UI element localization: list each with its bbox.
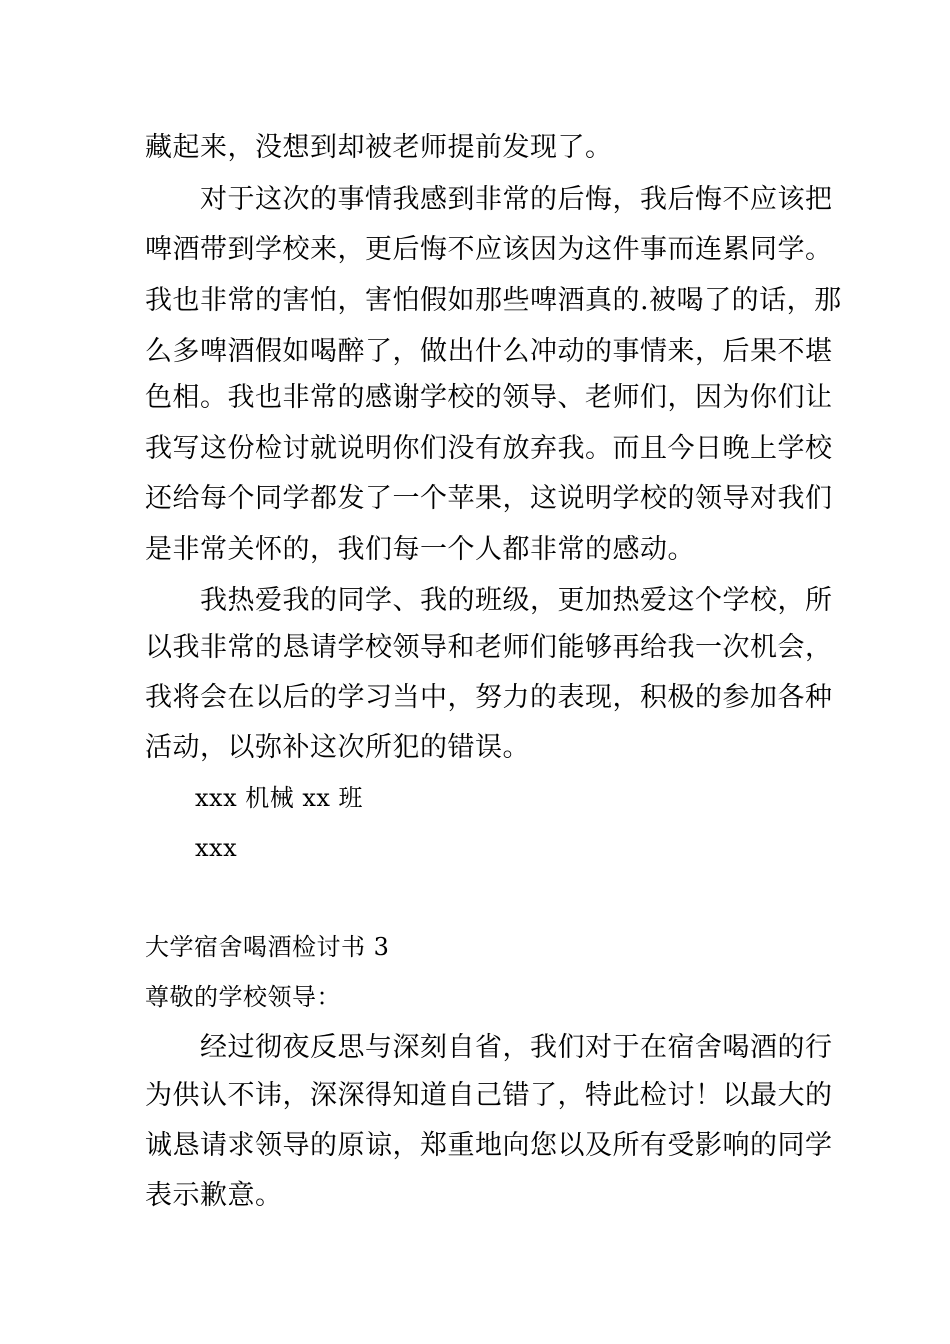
paragraph-line: 我将会在以后的学习当中，努力的表现，积极的参加各种 [145, 682, 833, 713]
paragraph-line: 经过彻夜反思与深刻自省，我们对于在宿舍喝酒的行 [200, 1032, 833, 1063]
paragraph-line: 对于这次的事情我感到非常的后悔，我后悔不应该把 [200, 184, 833, 215]
signature-name: xxx [195, 834, 238, 862]
paragraph-line: 诚恳请求领导的原谅，郑重地向您以及所有受影响的同学 [145, 1130, 833, 1161]
paragraph-line: 啤酒带到学校来，更后悔不应该因为这件事而连累同学。 [145, 234, 833, 265]
paragraph-line: 活动，以弥补这次所犯的错误。 [145, 732, 530, 763]
salutation: 尊敬的学校领导： [145, 983, 341, 1011]
paragraph-line: 我也非常的害怕，害怕假如那些啤酒真的.被喝了的话，那 [145, 285, 842, 316]
section-title: 大学宿舍喝酒检讨书 3 [145, 933, 390, 961]
paragraph-line: 表示歉意。 [145, 1180, 283, 1211]
paragraph-line: 我热爱我的同学、我的班级，更加热爱这个学校，所 [200, 585, 833, 616]
paragraph-line: 还给每个同学都发了一个苹果，这说明学校的领导对我们 [145, 483, 833, 514]
paragraph-line: 我写这份检讨就说明你们没有放弃我。而且今日晚上学校 [145, 433, 833, 464]
paragraph-line: 藏起来，没想到却被老师提前发现了。 [145, 132, 613, 163]
paragraph-line: 是非常关怀的，我们每一个人都非常的感动。 [145, 534, 695, 565]
paragraph-line: 么多啤酒假如喝醉了，做出什么冲动的事情来，后果不堪 [145, 336, 833, 367]
paragraph-line: 色相。我也非常的感谢学校的领导、老师们，因为你们让 [145, 382, 833, 413]
paragraph-line: 为供认不讳，深深得知道自己错了，特此检讨！以最大的 [145, 1080, 833, 1111]
paragraph-line: 以我非常的恳请学校领导和老师们能够再给我一次机会， [145, 632, 833, 663]
signature-class: xxx 机械 xx 班 [195, 784, 364, 812]
